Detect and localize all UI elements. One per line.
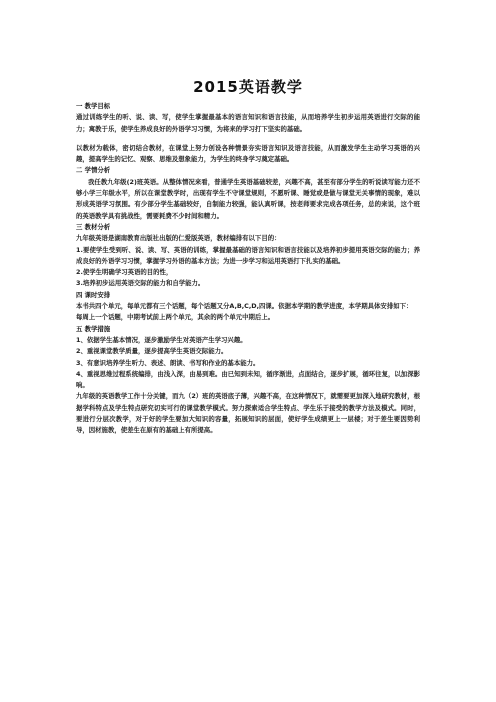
body-paragraph: 九年级英语是湖南教育出版社出版的仁爱版英语，教材编排有以下目的： bbox=[76, 234, 281, 243]
document-title: 2015英语教学 bbox=[193, 78, 303, 96]
body-paragraph: 1、依据学生基本情况，逐步激励学生对英语产生学习兴趣。 bbox=[76, 335, 247, 344]
body-paragraph: 3.培养初步运用英语交际的能力和自学能力。 bbox=[76, 279, 205, 288]
body-paragraph: 2.使学生明确学习英语的目的性， bbox=[76, 268, 173, 277]
body-paragraph: 九年级的英语教学工作十分关键，而九（2）班的英语底子薄，兴趣不高，在这种情况下，就需要更加深入地研究教材，根据学科特点及学生特点研究切实可行的课堂教学模式。努力探索适合学生特点、学生乐于接受的教学方法及模式。同时，要进行分层次教学，对于好的学生要加大知识的容量，拓展知识的层面，使好学生成绩更上一层楼；对于差生要因势利导，因材施教，使差生在原有的基础上有所提高。 bbox=[76, 392, 420, 435]
body-paragraph: 本书共四个单元，每单元都有三个话题，每个话题又分A,B,C,D,四课。依据本学期的教学进度，本学期具体安排如下： bbox=[76, 302, 413, 311]
body-paragraph: 4、重视思维过程系统编排，由浅入深，由易到难。由已知到未知，循序渐进，点面结合，逐步扩展，循环往复，以加深影响。 bbox=[76, 369, 420, 390]
document-body bbox=[76, 101, 420, 437]
section-heading: 三 教材分析 bbox=[76, 222, 111, 231]
body-paragraph: 3、有意识培养学生听力、表述、朗读、书写和作业的基本能力。 bbox=[76, 358, 260, 367]
body-paragraph: 通过训练学生的听、说、读、写，使学生掌握最基本的语言知识和语言技能，从而培养学生初步运用英语进行交际的能力；寓教于乐，使学生养成良好的外语学习习惯，为将来的学习打下坚实的基础。 bbox=[76, 113, 420, 133]
body-paragraph: 我任教九年级(2)班英语。从整体情况来看，普通学生英语基础较差，兴趣不高，甚至有部分学生的听说读写能力还不够小学三年级水平，所以在课堂教学时，出现有学生不守课堂规则，不愿听课、睡觉或是做与课堂无关事情的现象，难以形成英语学习氛围。有少部分学生基础较好，自制能力较强，能认真听课，按老师要求完成各项任务，总的来说，这个班的英语教学具有挑战性，需要耗费不少时间和精力。 bbox=[76, 177, 420, 220]
section-heading: 四 课时安排 bbox=[76, 290, 111, 299]
body-paragraph: 以教材为载体，密切结合教材，在课堂上努力创设各种情景夯实语言知识及语言技能，从而激发学生主动学习英语的兴趣，提高学生的记忆、观察、思维及想象能力，为学生的终身学习奠定基础。 bbox=[76, 143, 420, 164]
body-paragraph: 1.要使学生受到听、说、读、写、英语的训练，掌握最基础的语言知识和语言技能以及培养初步提用英语交际的能力；养成良好的外语学习习惯，掌握学习外语的基本方法；为进一步学习和运用英语打下扎实的基础。 bbox=[76, 245, 420, 265]
body-paragraph: 2、重视课堂教学质量，逐步提高学生英语交际能力。 bbox=[76, 347, 228, 356]
section-heading: 二 学情分析 bbox=[76, 166, 111, 175]
section-heading: 五 教学措施 bbox=[76, 324, 111, 333]
section-heading: 一 教学目标 bbox=[76, 102, 111, 110]
body-paragraph: 每周上一个话题，中期考试前上两个单元，其余的两个单元中期后上。 bbox=[76, 313, 275, 322]
paragraph-gap bbox=[76, 135, 420, 143]
